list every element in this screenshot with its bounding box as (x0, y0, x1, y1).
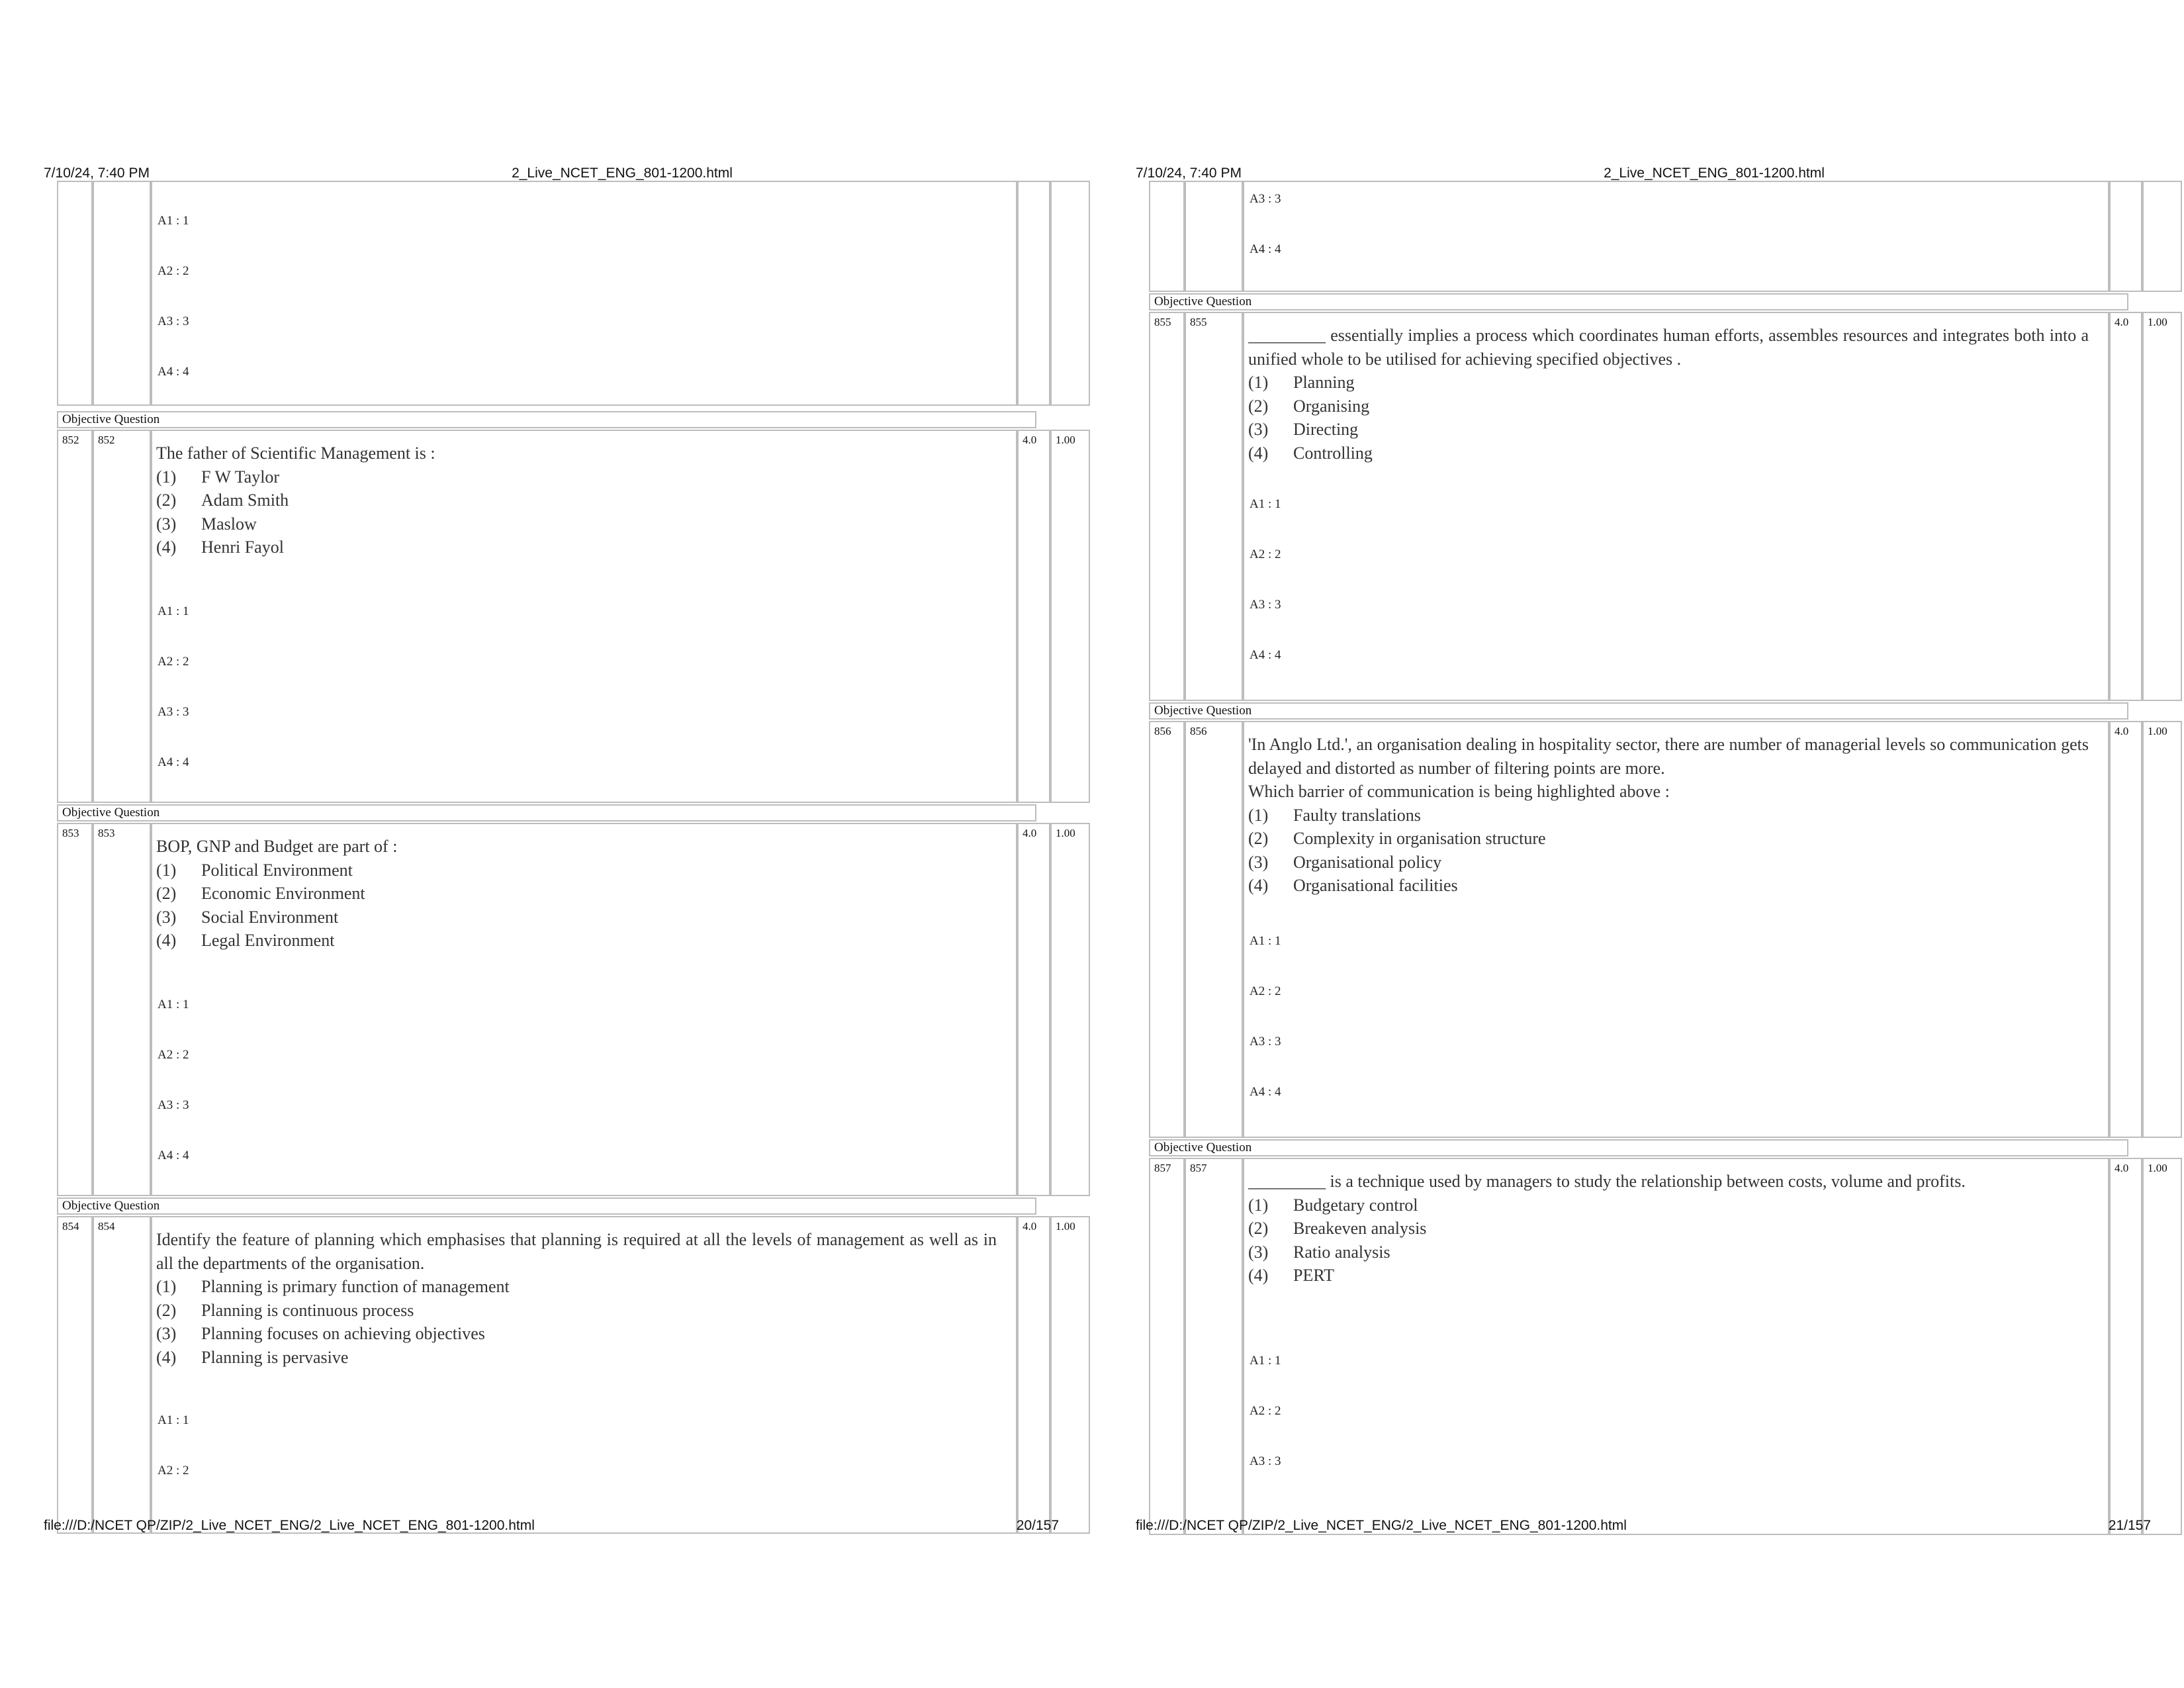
option-1: (1) F W Taylor (156, 467, 280, 487)
option-4: (4) Planning is pervasive (156, 1347, 349, 1367)
question-stem: BOP, GNP and Budget are part of : (156, 837, 398, 856)
question-857 (1149, 1158, 2167, 1507)
header-filename: 2_Live_NCET_ENG_801-1200.html (1604, 165, 1825, 181)
option-3: (3) Ratio analysis (1248, 1242, 1390, 1262)
question-stem: _________ essentially implies a process which coordinates human efforts, assembles resources and integrates both into a unified whole to be utilised for achieving specified objectives . (1248, 326, 2089, 369)
answer-label: A3 : 3 (158, 1098, 189, 1112)
question-table (1149, 187, 2167, 1507)
answer-label: A1 : 1 (1250, 1354, 1281, 1368)
negative-marks: 1.00 (1050, 1216, 1090, 1534)
answer-label: A1 : 1 (1250, 497, 1281, 511)
question-table (57, 187, 1075, 1507)
option-3: (3) Social Environment (156, 907, 339, 927)
answer-label: A2 : 2 (158, 264, 189, 278)
answer-label: A2 : 2 (1250, 547, 1281, 561)
footer-path: file:///D:/NCET QP/ZIP/2_Live_NCET_ENG/2_Live_NCET_ENG_801-1200.html (44, 1518, 535, 1533)
marks: 4.0 (1017, 430, 1050, 803)
section-label: Objective Question (1149, 702, 2128, 720)
answer-label: A1 : 1 (158, 604, 189, 618)
section-label: Objective Question (57, 804, 1036, 821)
question-text (156, 442, 997, 559)
answer-label: A4 : 4 (158, 1149, 189, 1162)
answer-label: A3 : 3 (1250, 192, 1281, 206)
footer-path: file:///D:/NCET QP/ZIP/2_Live_NCET_ENG/2_Live_NCET_ENG_801-1200.html (1136, 1518, 1627, 1533)
answer-label: A3 : 3 (1250, 1454, 1281, 1468)
answer-label: A3 : 3 (158, 314, 189, 328)
option-1: (1) Budgetary control (1248, 1195, 1418, 1215)
option-3: (3) Maslow (156, 514, 257, 534)
option-1: (1) Planning is primary function of management (156, 1277, 510, 1296)
marks: 4.0 (1017, 1216, 1050, 1534)
answer-label: A2 : 2 (158, 655, 189, 669)
option-4: (4) PERT (1248, 1266, 1335, 1285)
option-4: (4) Organisational facilities (1248, 876, 1458, 895)
question-id: 857 (1185, 1158, 1243, 1535)
footer-page-number: 20/157 (1016, 1518, 1059, 1533)
option-2: (2) Economic Environment (156, 884, 365, 903)
question-stem-2: Which barrier of communication is being highlighted above : (1248, 782, 1670, 801)
header-datetime: 7/10/24, 7:40 PM (44, 165, 150, 181)
header-filename: 2_Live_NCET_ENG_801-1200.html (512, 165, 733, 181)
section-label: Objective Question (57, 411, 1036, 428)
option-2: (2) Complexity in organisation structure (1248, 829, 1546, 848)
answer-label: A2 : 2 (1250, 1404, 1281, 1418)
question-text (1248, 733, 2089, 898)
option-1: (1) Political Environment (156, 860, 353, 880)
answer-label: A2 : 2 (158, 1048, 189, 1062)
answer-label: A1 : 1 (1250, 934, 1281, 948)
marks: 4.0 (2109, 721, 2142, 1138)
question-text (1248, 1170, 2089, 1288)
section-label: Objective Question (1149, 1139, 2128, 1156)
answer-label: A3 : 3 (158, 705, 189, 719)
negative-marks: 1.00 (1050, 823, 1090, 1196)
question-853 (57, 823, 1075, 1196)
answer-label: A1 : 1 (158, 1413, 189, 1427)
option-2: (2) Planning is continuous process (156, 1300, 414, 1320)
answer-label: A3 : 3 (1250, 1035, 1281, 1049)
option-4: (4) Controlling (1248, 443, 1373, 463)
option-4: (4) Henri Fayol (156, 538, 284, 557)
carryover-block (57, 187, 1036, 412)
serial-number: 854 (57, 1216, 93, 1534)
answer-label: A4 : 4 (1250, 242, 1281, 256)
question-stem: The father of Scientific Management is : (156, 444, 435, 463)
answer-label: A1 : 1 (158, 214, 189, 228)
right-page (1092, 0, 2184, 1688)
question-854 (57, 1216, 1075, 1507)
question-text (156, 835, 997, 953)
serial-number: 855 (1149, 312, 1185, 701)
serial-number: 853 (57, 823, 93, 1196)
carryover-block (1149, 187, 2128, 292)
option-4: (4) Legal Environment (156, 931, 335, 950)
serial-number: 856 (1149, 721, 1185, 1138)
marks: 4.0 (2109, 312, 2142, 701)
marks: 4.0 (1017, 823, 1050, 1196)
marks: 4.0 (2109, 1158, 2142, 1535)
question-stem: 'In Anglo Ltd.', an organisation dealing in hospitality sector, there are number of managerial levels so communication gets delayed and distorted as number of filtering points are more. (1248, 735, 2089, 778)
option-2: (2) Organising (1248, 396, 1370, 416)
question-id: 853 (93, 823, 151, 1196)
negative-marks: 1.00 (1050, 430, 1090, 803)
question-stem: Identify the feature of planning which emphasises that planning is required at all the levels of management as well as in all the departments of the organisation. (156, 1230, 997, 1273)
answer-label: A3 : 3 (1250, 598, 1281, 612)
footer-page-number: 21/157 (2108, 1518, 2151, 1533)
negative-marks: 1.00 (2142, 1158, 2182, 1535)
option-3: (3) Planning focuses on achieving objectives (156, 1324, 485, 1343)
answer-label: A4 : 4 (158, 755, 189, 769)
header-datetime: 7/10/24, 7:40 PM (1136, 165, 1242, 181)
question-id: 852 (93, 430, 151, 803)
question-852 (57, 430, 1075, 803)
question-855 (1149, 312, 2167, 701)
answer-label: A2 : 2 (1250, 984, 1281, 998)
section-label: Objective Question (57, 1197, 1036, 1215)
option-2: (2) Adam Smith (156, 491, 289, 510)
question-text (156, 1228, 997, 1369)
section-label: Objective Question (1149, 293, 2128, 310)
question-stem: _________ is a technique used by managers to study the relationship between costs, volume and profits. (1248, 1172, 1966, 1191)
answer-label: A1 : 1 (158, 998, 189, 1011)
negative-marks: 1.00 (2142, 721, 2182, 1138)
answer-label: A4 : 4 (1250, 648, 1281, 662)
serial-number: 852 (57, 430, 93, 803)
answer-label: A4 : 4 (158, 365, 189, 379)
question-id: 854 (93, 1216, 151, 1534)
answer-label: A2 : 2 (158, 1464, 189, 1477)
question-856 (1149, 721, 2167, 1138)
answer-label: A4 : 4 (1250, 1085, 1281, 1099)
question-id: 855 (1185, 312, 1243, 701)
option-1: (1) Faulty translations (1248, 805, 1421, 825)
option-3: (3) Directing (1248, 420, 1359, 439)
option-3: (3) Organisational policy (1248, 852, 1442, 872)
option-1: (1) Planning (1248, 373, 1355, 392)
negative-marks: 1.00 (2142, 312, 2182, 701)
question-text (1248, 324, 2089, 465)
serial-number: 857 (1149, 1158, 1185, 1535)
question-id: 856 (1185, 721, 1243, 1138)
option-2: (2) Breakeven analysis (1248, 1219, 1427, 1238)
